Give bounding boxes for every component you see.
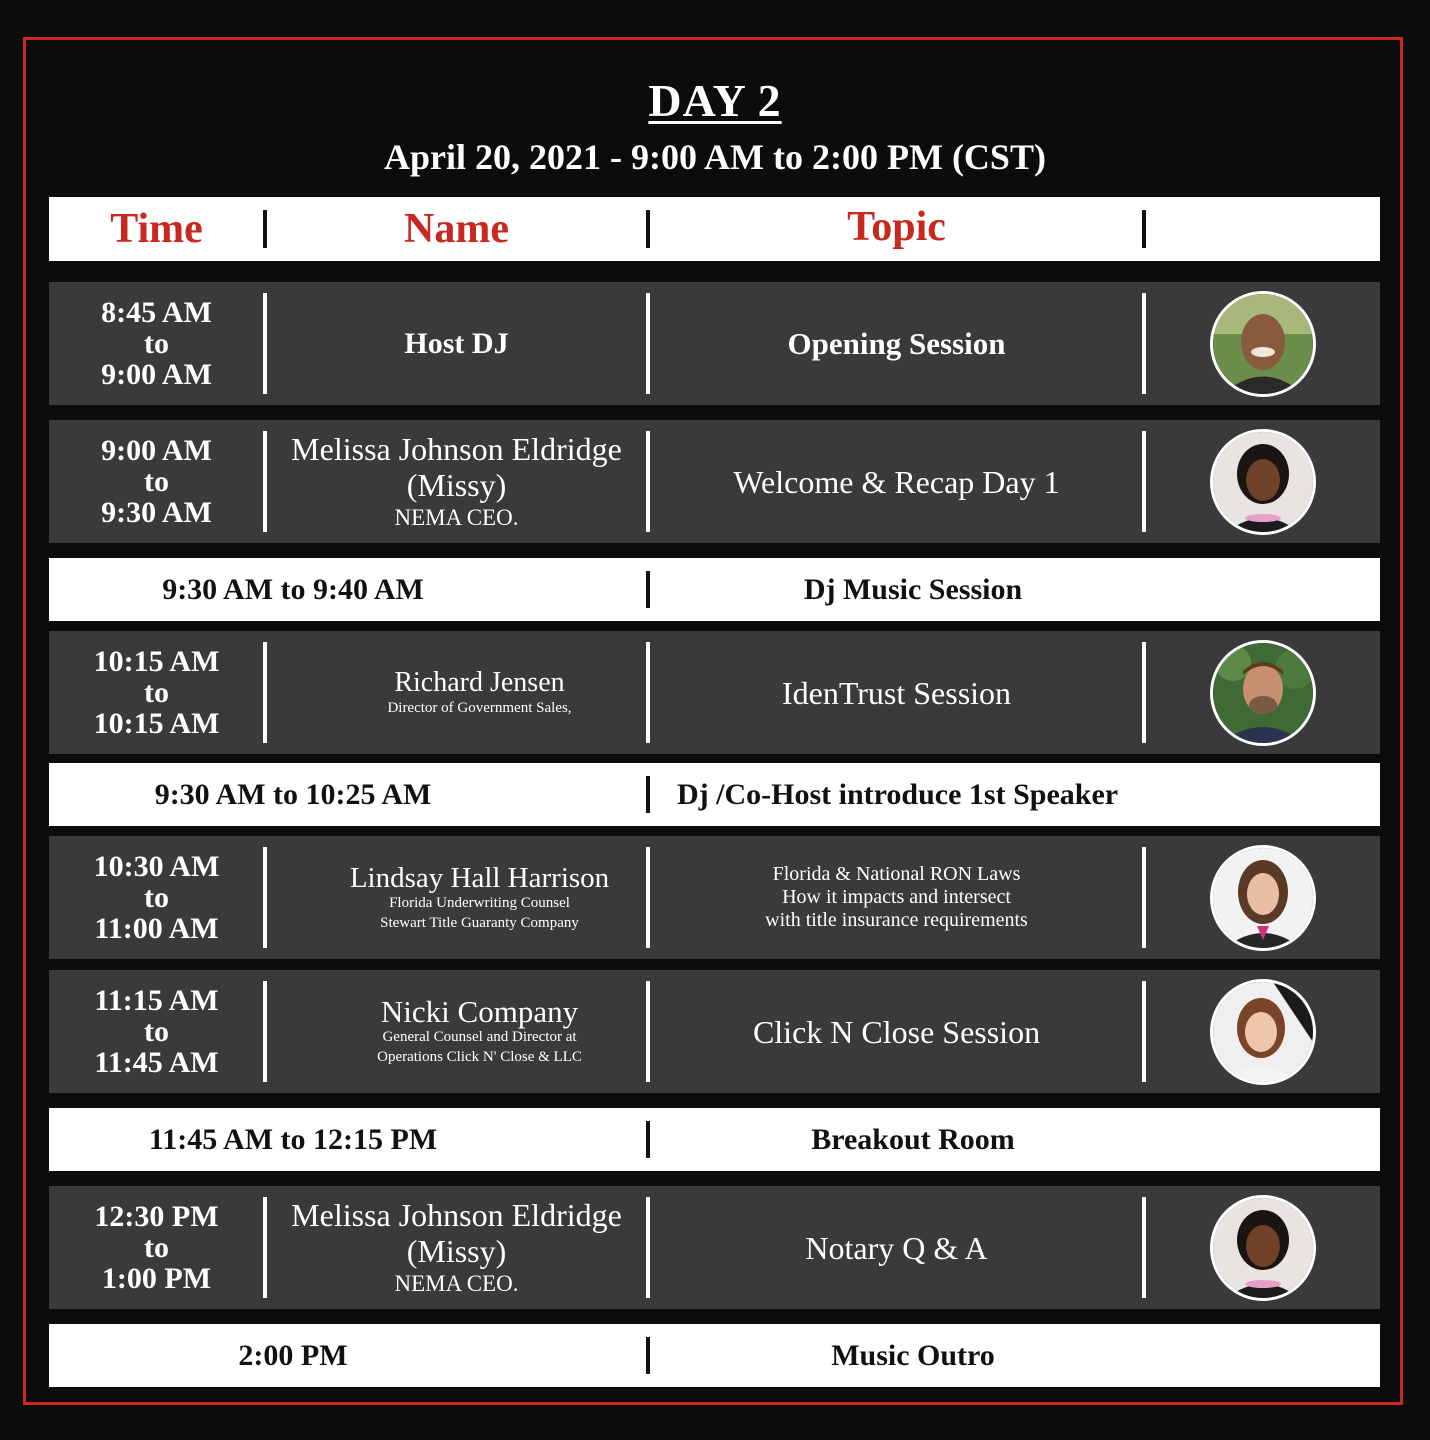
session-time: 8:45 AM to 9:00 AM [101,296,212,391]
schedule-row [49,631,1380,754]
speaker-role: NEMA CEO. [394,504,519,530]
date-line: April 20, 2021 - 9:00 AM to 2:00 PM (CST) [384,137,1046,177]
session-time: 10:30 AM to 11:00 AM [93,850,220,945]
schedule-row [49,420,1380,543]
session-topic: Click N Close Session [752,1013,1041,1050]
nicki-avatar [1210,979,1316,1085]
richard-avatar [1210,640,1316,746]
divider [263,847,267,948]
schedule-break-row [49,763,1380,826]
session-time: 10:15 AM to 10:15 AM [93,645,220,740]
speaker-name: Melissa Johnson Eldridge [291,1196,622,1233]
divider [263,642,267,743]
melissa-avatar [1210,1195,1316,1301]
session-topic-line3: with title insurance requirements [765,909,1028,931]
break-time: 9:30 AM to 10:25 AM [154,777,432,811]
session-topic-line2: How it impacts and intersect [782,886,1011,908]
topic-header: Topic [847,204,946,250]
schedule-break-row [49,1324,1380,1387]
divider [263,981,267,1082]
speaker-role: Director of Government Sales, [387,699,572,716]
session-time: 12:30 PM to 1:00 PM [94,1200,219,1295]
session-topic: Opening Session [787,325,1006,361]
session-topic: Florida & National RON Laws [772,863,1021,885]
speaker-company: Operations Click N' Close & LLC [377,1048,582,1065]
speaker-name: Melissa Johnson Eldridge [291,430,622,467]
schedule-row [49,1186,1380,1309]
break-time: 2:00 PM [238,1338,348,1372]
speaker-name: Lindsay Hall Harrison [349,861,610,894]
divider [1142,210,1146,248]
speaker-role: NEMA CEO. [394,1270,519,1296]
speaker-nickname: (Missy) [406,466,507,503]
schedule-row [49,282,1380,405]
time-header: Time [110,206,203,252]
name-header: Name [404,206,509,252]
break-topic: Breakout Room [811,1122,1015,1156]
break-topic: Music Outro [831,1338,995,1372]
speaker-name: Host DJ [404,326,509,360]
schedule-break-row [49,1108,1380,1171]
column-header-row [49,197,1380,261]
speaker-role: General Counsel and Director at [382,1028,577,1045]
schedule-break-row [49,558,1380,621]
speaker-nickname: (Missy) [406,1232,507,1269]
speaker-name: Richard Jensen [394,666,565,698]
break-time: 11:45 AM to 12:15 PM [148,1122,438,1156]
host-dj-avatar [1210,291,1316,397]
break-time: 9:30 AM to 9:40 AM [162,572,424,606]
session-time: 11:15 AM to 11:45 AM [94,984,219,1079]
break-topic: Dj Music Session [803,572,1023,606]
melissa-avatar [1210,429,1316,535]
schedule-row [49,836,1380,959]
break-topic: Dj /Co-Host introduce 1st Speaker [677,777,1119,811]
session-topic: Notary Q & A [805,1229,988,1266]
speaker-role: Florida Underwriting Counsel [389,894,570,911]
lindsay-avatar [1210,845,1316,951]
session-topic: Welcome & Recap Day 1 [733,463,1060,500]
session-topic: IdenTrust Session [781,674,1012,711]
day-title: DAY 2 [648,75,782,126]
session-time: 9:00 AM to 9:30 AM [101,434,212,529]
speaker-name: Nicki Company [380,993,579,1029]
schedule-row [49,970,1380,1093]
speaker-company: Stewart Title Guaranty Company [380,914,579,931]
